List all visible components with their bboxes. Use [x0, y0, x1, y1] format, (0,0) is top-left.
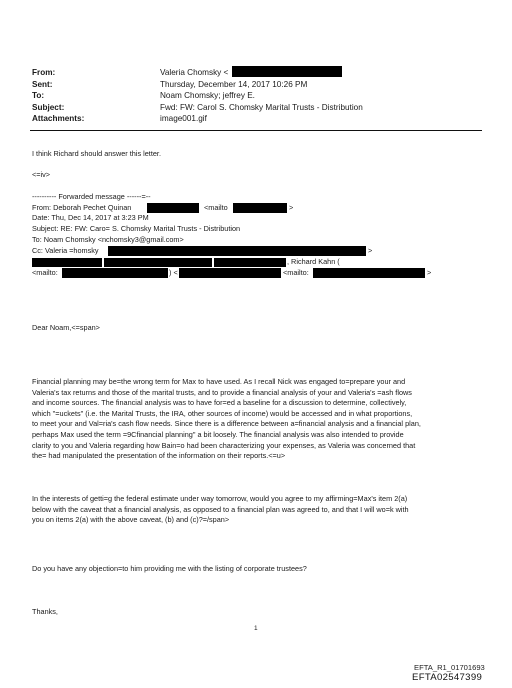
sent-value: Thursday, December 14, 2017 10:26 PM [160, 80, 308, 89]
paragraph-line: to meet your and Val=ria's cash flow needs. Since there is a difference between a=financial analysis and a financial plan, [32, 419, 421, 429]
closing-thanks: Thanks, [32, 607, 58, 616]
fwd-subject-text: Subject: RE: FW: Caro= S. Chomsky Marital Trusts - Distribution [32, 224, 241, 233]
redaction-bar [179, 268, 281, 278]
document-id-secondary: EFTA02547399 [412, 672, 483, 683]
redaction-bar [232, 66, 342, 77]
paragraph-line: clarity to you and Valeria regarding how Bain=o had been characterizing your expenses, as Valeria was concerned that [32, 440, 416, 450]
fwd-to-text: To: Noam Chomsky <nchomsky3@gmail.com> [32, 235, 184, 244]
fwd-end-text: > [427, 268, 432, 277]
fwd-mailto-b: <mailto: [283, 268, 309, 277]
paragraph-corporate-trustees: Do you have any objection=to him providing me with the listing of corporate trustees? [32, 564, 307, 573]
to-label: To: [32, 91, 45, 100]
fwd-date-text: Date: Thu, Dec 14, 2017 at 3:23 PM [32, 213, 149, 222]
redaction-bar [147, 203, 199, 213]
fwd-from-close: > [289, 203, 294, 212]
from-value: Valeria Chomsky < [160, 68, 229, 77]
subject-label: Subject: [32, 103, 65, 112]
fwd-mid-text: ) < [169, 268, 178, 277]
sent-label: Sent: [32, 80, 53, 89]
paragraph-line: the= had manipulated the presentation of the information on their reports.<=u> [32, 451, 286, 461]
fwd-cc2-text: , Richard Kahn ( [287, 257, 340, 266]
page-number: 1 [254, 625, 258, 632]
paragraph-line: which "=uckets" (i.e. the Marital Trusts, the IRA, other sources of income) would be accessed and in what proportions, [32, 408, 413, 418]
fwd-mailto-a: <mailto: [32, 268, 58, 277]
fwd-from-text: From: Deborah Pechet Quinan [32, 203, 132, 212]
paragraph-line: and income sources. The financial analysis was to have for=ed a baseline for a discussion to determine, collectively, [32, 398, 407, 408]
paragraph-line: Financial planning may be=the wrong term for Max to have used. As I recall Nick was engaged to=prepare your and [32, 377, 406, 386]
redaction-bar [313, 268, 425, 278]
document-id-primary: EFTA_R1_01701693 [414, 663, 485, 672]
redaction-bar [104, 258, 212, 267]
fwd-from-mailto: <mailto [204, 203, 228, 212]
redaction-bar [233, 203, 287, 213]
paragraph-line: below with the caveat that a financial analysis, as opposed to a financial plan was agreed to, and that I will wo=k with [32, 504, 409, 514]
salutation-text: Dear Noam,<=span> [32, 323, 100, 332]
redaction-bar [62, 268, 168, 278]
div-tag-text: <=iv> [32, 170, 51, 179]
paragraph-line: perhaps Max used the term =9Cfinancial planning" a bit loosely. The financial analysis was also intended to provide [32, 429, 404, 439]
intro-text: I think Richard should answer this letter. [32, 149, 161, 158]
attachments-value: image001.gif [160, 114, 207, 123]
paragraph-line: In the interests of getti=g the federal estimate under way tomorrow, would you agree to my affirming=Max's item 2(a) [32, 494, 408, 503]
attachments-label: Attachments: [32, 114, 85, 123]
to-value: Noam Chomsky; jeffrey E. [160, 91, 255, 100]
redaction-bar [32, 258, 102, 267]
redaction-bar [214, 258, 286, 267]
forwarded-separator: ---------- Forwarded message ------=-- [32, 192, 151, 201]
paragraph-line: Valeria's tax returns and those of the marital trusts, and to provide a financial analysis of your and Valeria's =ash flows [32, 387, 412, 397]
fwd-cc-close: > [368, 246, 373, 255]
paragraph-financial-planning [32, 377, 482, 462]
paragraph-federal-estimate [32, 494, 482, 526]
from-label: From: [32, 68, 56, 77]
redaction-bar [108, 246, 366, 256]
fwd-cc-text: Cc: Valeria =homsky [32, 246, 99, 255]
paragraph-line: you on items 2(a) with the above caveat, (b) and (c)?=/span> [32, 515, 230, 525]
subject-value: Fwd: FW: Carol S. Chomsky Marital Trusts - Distribution [160, 103, 363, 112]
header-divider [30, 130, 482, 131]
